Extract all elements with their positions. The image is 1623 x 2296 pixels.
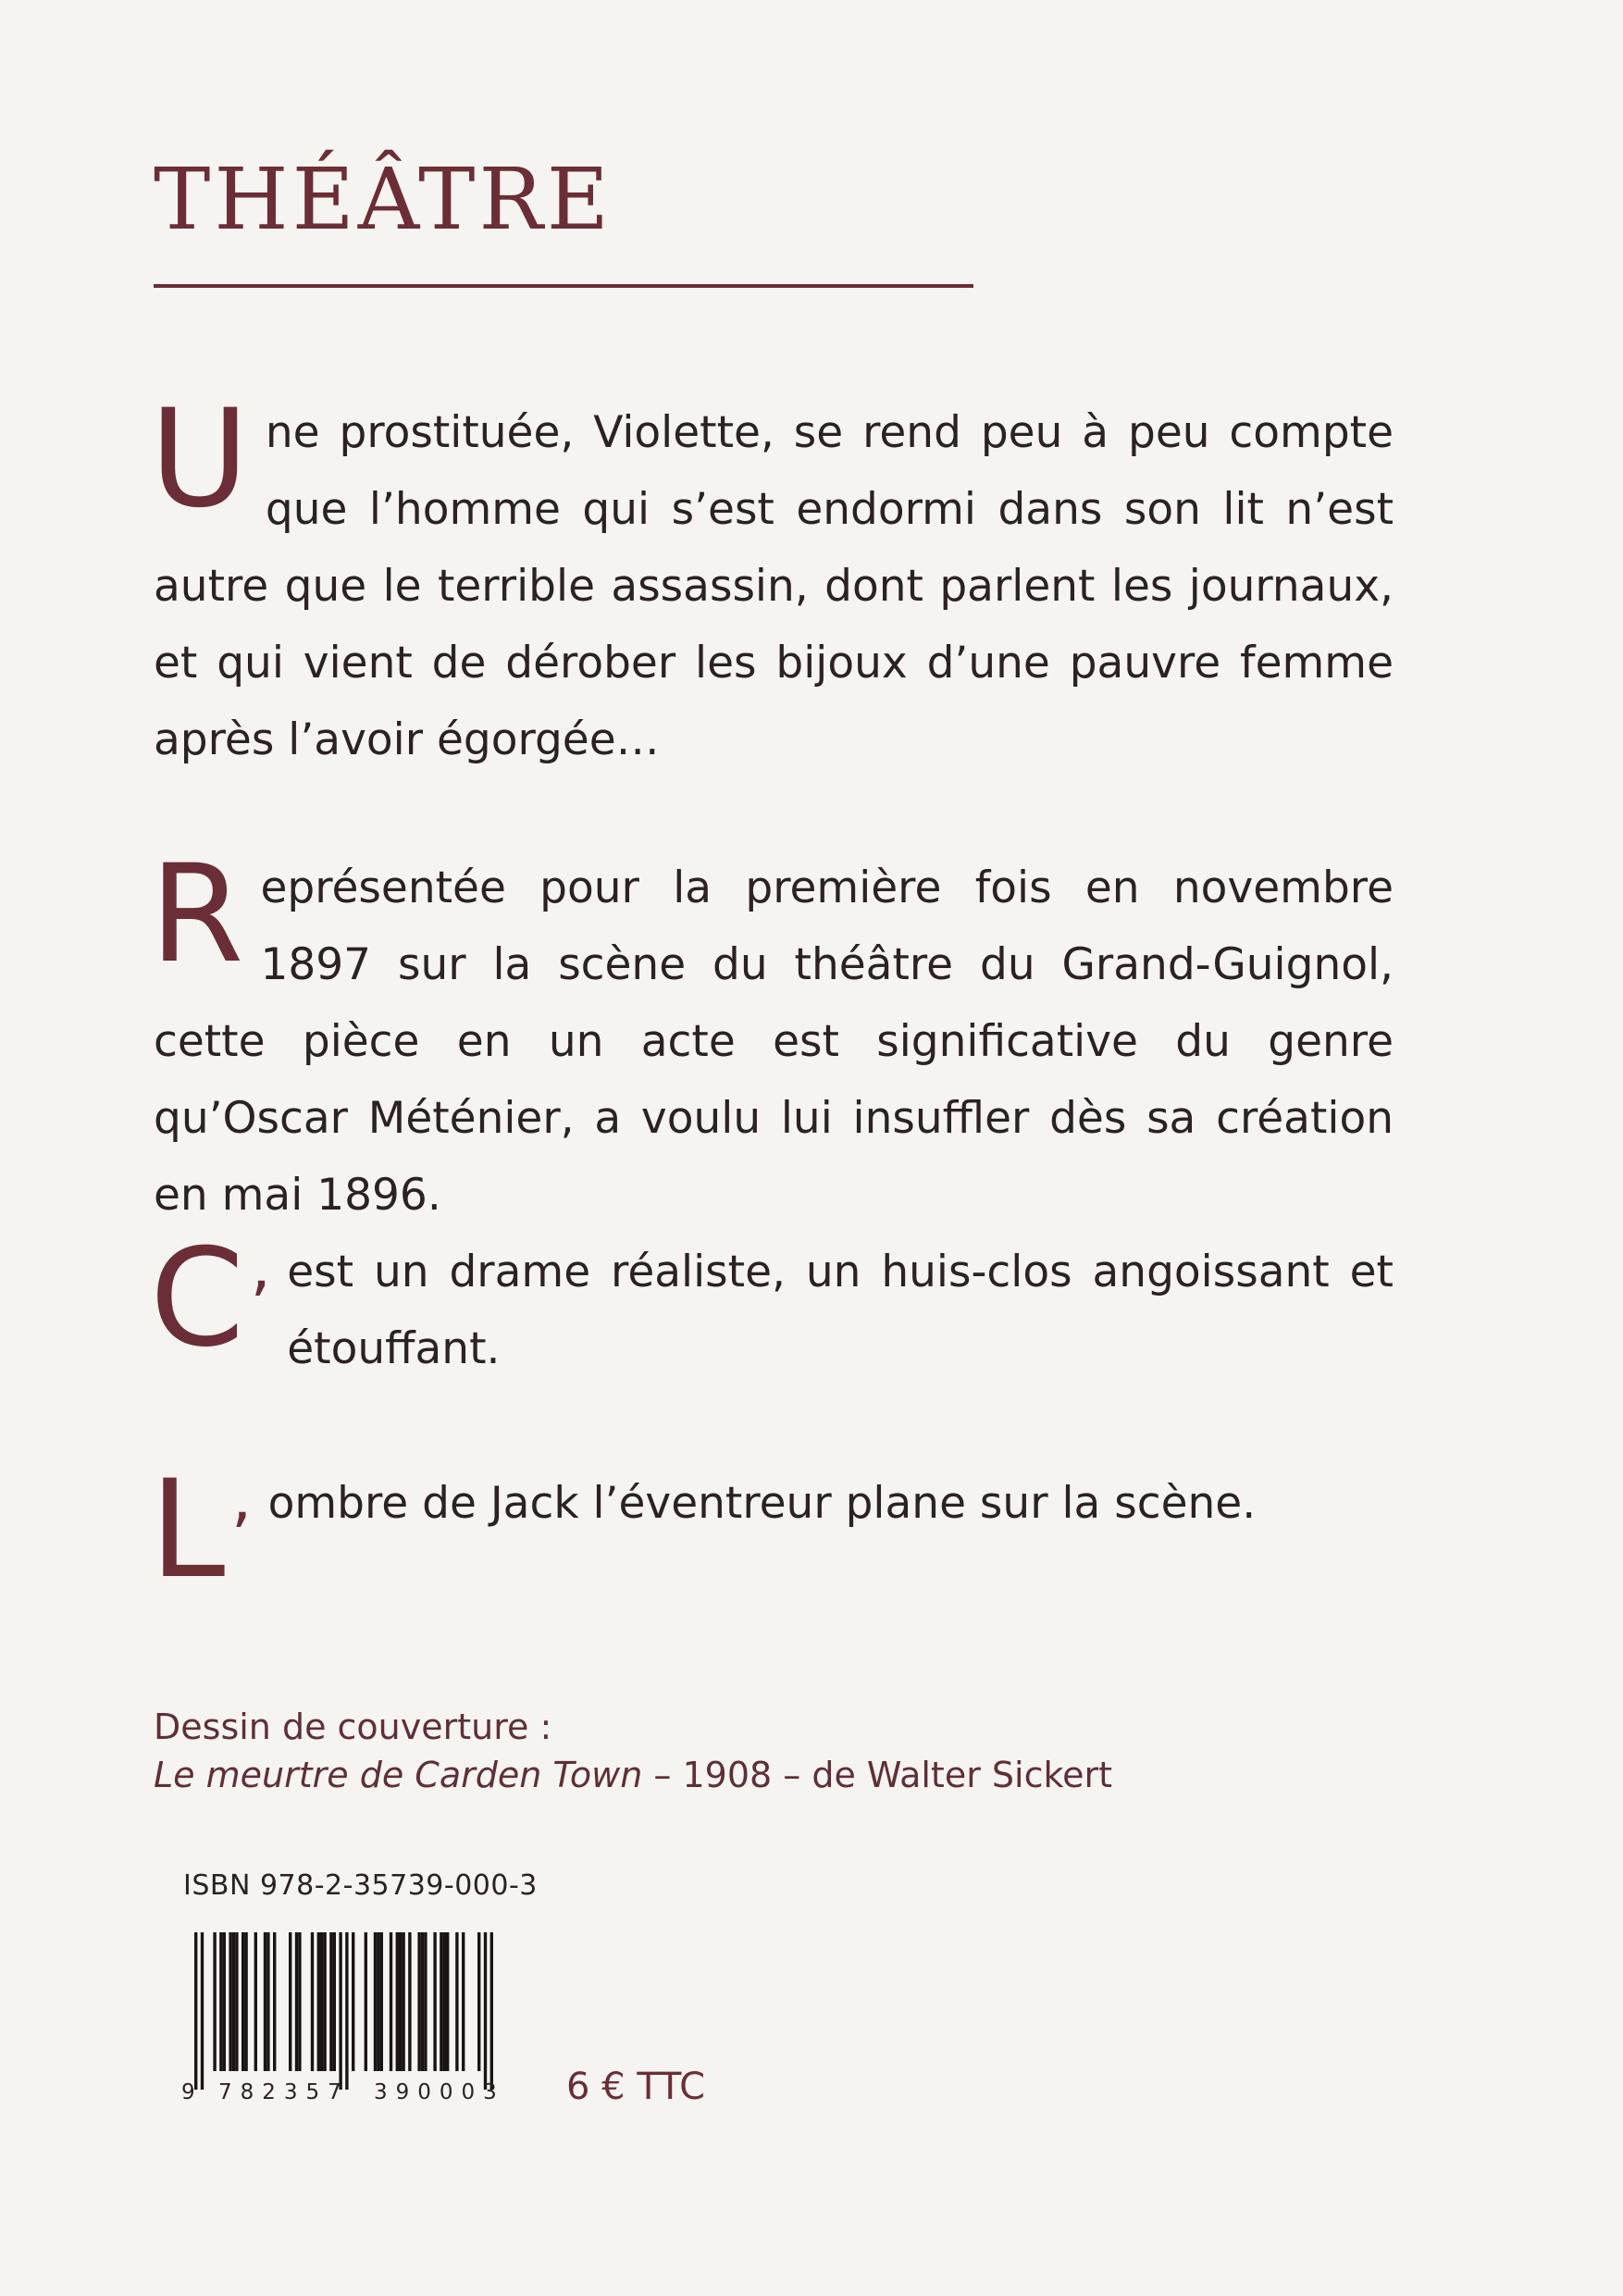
barcode-bar [477,1932,480,2071]
barcode-bar [417,1932,420,2071]
credit-line-2 [154,1751,1112,1799]
barcode-graphic [194,1932,516,2090]
barcode-bar [289,1932,291,2071]
barcode-bar [266,1932,269,2071]
barcode-bar [320,1932,323,2071]
barcode-digits-left: 782357 [218,2080,350,2104]
barcode-bar [323,1932,326,2071]
barcode-bar [377,1932,379,2071]
barcode-bar [201,1932,204,2090]
barcode-bar [446,1932,449,2071]
barcode-bar [264,1932,266,2071]
barcode-bar [232,1932,235,2071]
drop-cap: L’ [150,1451,252,1608]
paragraph-text: ne prostituée, Violette, se rend peu à peu compte que l’homme qui s’est endormi dans son lit n’est autre que le terrible assassin, dont parlent les journaux, et qui vient de dérober les bijoux d’une pauvre femme après l’avoir égorgée… [154,407,1394,765]
drop-cap: R [150,836,244,993]
paragraph-3 [150,1220,1394,1387]
barcode-bar [421,1932,424,2071]
barcode-bar [244,1932,247,2071]
paragraph-2 [150,836,1394,1234]
barcode-bar [365,1932,367,2071]
barcode-bar [440,1932,442,2071]
barcode-bar [490,1932,493,2090]
barcode-bar [213,1932,216,2071]
barcode-bar [273,1932,276,2071]
paragraph-4 [150,1451,1394,1608]
barcode-bar [399,1932,402,2071]
barcode-bar [402,1932,404,2071]
barcode-bar [295,1932,298,2071]
paragraph-text: ombre de Jack l’éventreur plane sur la scène. [267,1478,1257,1529]
drop-cap: U [150,380,249,538]
drop-cap: C’ [150,1220,271,1377]
barcode-bar [194,1932,197,2090]
barcode-bar [408,1932,411,2071]
barcode-digit-first: 9 [181,2080,195,2104]
barcode-bar [443,1932,446,2071]
barcode-digits-right: 390003 [374,2080,505,2104]
barcode-bar [242,1932,244,2071]
price-label: 6 € TTC [566,2066,706,2108]
barcode-bar [219,1932,222,2071]
barcode-bar [374,1932,377,2071]
title-rule [154,284,973,288]
barcode-bar [484,1932,487,2090]
barcode-bar [339,1932,341,2090]
credit-work-title: Le meurtre de Carden Town [154,1755,643,1795]
barcode-bar [254,1932,257,2071]
credit-rest: – 1908 – de Walter Sickert [642,1755,1113,1795]
barcode-bar [311,1932,314,2071]
barcode-bar [333,1932,336,2071]
barcode-bar [424,1932,427,2071]
barcode-bar [298,1932,301,2071]
paragraph-text: eprésentée pour la première fois en novembre 1897 sur la scène du théâtre du Grand-Guignol, cette pièce en un acte est significative du genre qu’Oscar Méténier, a voulu lui insuffler dès sa création en mai 1896. [154,863,1394,1221]
page-title: THÉÂTRE [154,150,613,249]
barcode-bar [223,1932,226,2071]
barcode-bar [317,1932,320,2071]
barcode-bar [455,1932,458,2071]
barcode-bar [462,1932,465,2071]
barcode-bar [235,1932,238,2071]
barcode-bar [352,1932,354,2071]
barcode-bar [329,1932,332,2071]
isbn-label: ISBN 978-2-35739-000-3 [183,1869,538,1902]
barcode-bar [396,1932,399,2071]
paragraph-text: est un drame réaliste, un huis-clos angoissant et étouffant. [287,1247,1394,1374]
credit-line-1: Dessin de couverture : [154,1706,552,1747]
barcode-bar [390,1932,392,2071]
barcode-bar [433,1932,436,2071]
cover-credit [154,1703,1112,1799]
barcode-bar [380,1932,383,2071]
barcode-bar [229,1932,231,2071]
paragraph-1 [150,380,1394,778]
barcode-bar [345,1932,348,2090]
